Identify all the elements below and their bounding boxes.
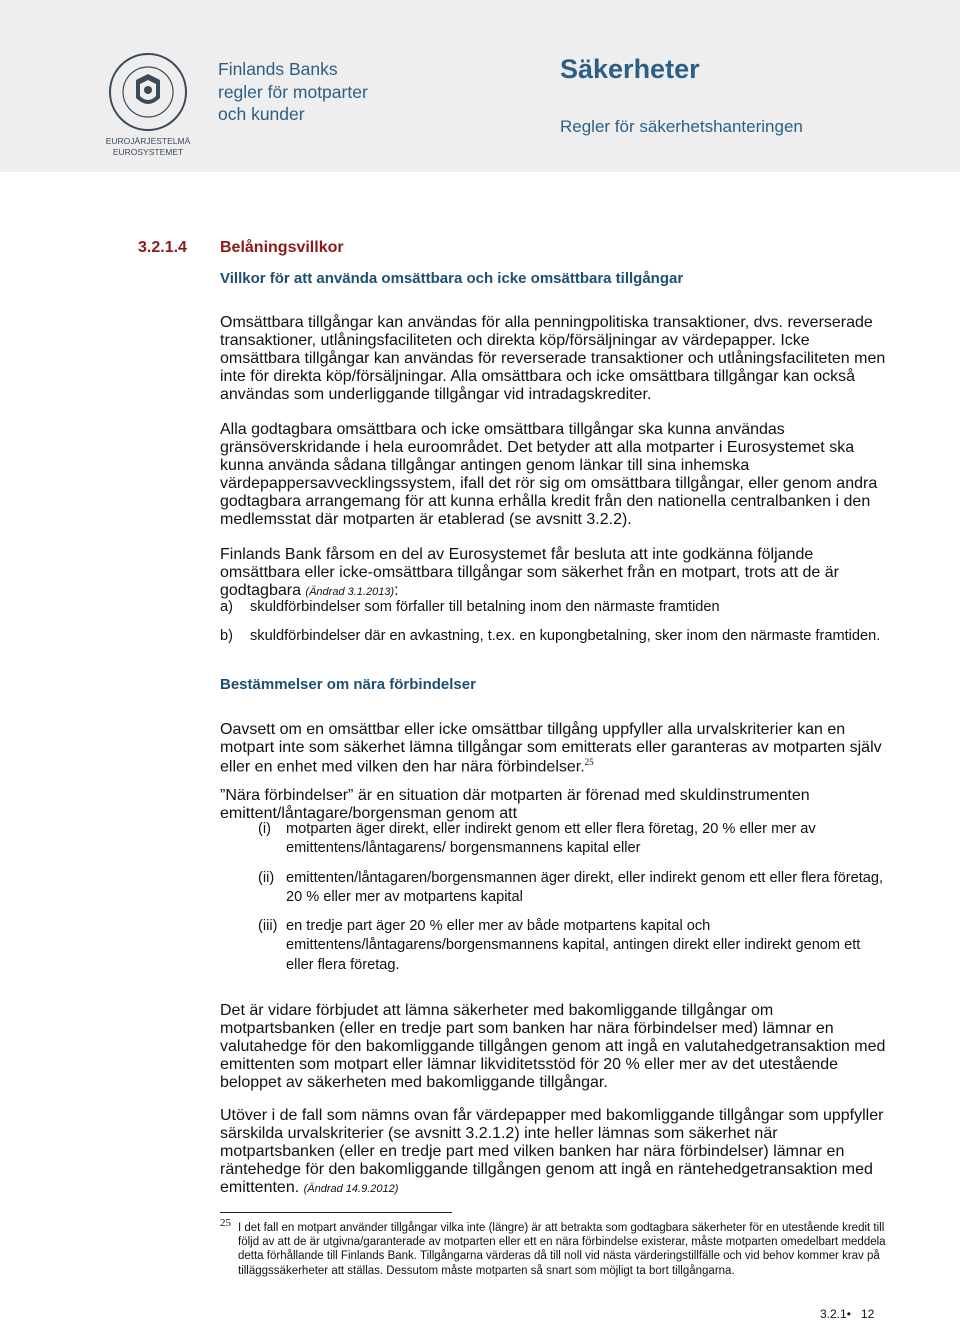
section-number: 3.2.1.4 <box>138 239 187 256</box>
paragraph-5: ”Nära förbindelser” är en situation där motparten är förenad med skuldinstrumenten emittent/låntagare/borgensman genom att <box>220 787 810 822</box>
page-header <box>0 0 960 172</box>
subheading-close-links: Bestämmelser om nära förbindelser <box>220 676 476 693</box>
paragraph-1: Omsättbara tillgångar kan användas för alla penningpolitiska transaktioner, dvs. reverserade transaktioner, utlåningsfaciliteten och direkta köp/försäljningar av värdepapper. Icke omsättbara tillgångar kan användas för reverserade transaktioner och utlåningsfaciliteten men inte för direkta köp/försäljningar. Alla omsättbara och icke omsättbara tillgångar kan också användas som underliggande tillgångar vid intradagskrediter. <box>220 314 886 403</box>
subheading-conditions: Villkor för att använda omsättbara och icke omsättbara tillgångar <box>220 270 684 287</box>
paragraph-2: Alla godtagbara omsättbara och icke omsättbara tillgångar ska kunna användas gränsöverskridande i hela euroområdet. Det betyder att alla motparter i Eurosystemet ska kunna använda sådana tillgångar antingen genom länkar till sina inhemska värdepappersavvecklingssystem, ifall det rör sig om omsättbara tillgångar, eller genom andra godtagbara arrangemang för att kunna erhålla kredit från den nationella centralbanken i den medlemsstat där motparten är etablerad (se avsnitt 3.2.2). <box>220 421 878 528</box>
paragraph-6: Det är vidare förbjudet att lämna säkerheter med bakomliggande tillgångar om motpartsbanken (eller en tredje part som banken har nära förbindelser med) lämnar en valutahedge för den bakomliggande tillgången genom att ingå en valutahedgetransaktion med emittenten som motpart eller lämnar likviditetsstöd för 20 % eller mer av det utestående beloppet av säkerheten med bakomliggande tillgångar. <box>220 1002 886 1091</box>
page-number: 3.2.1• 12 <box>820 1307 875 1321</box>
document-title: Säkerheter <box>560 54 700 84</box>
footnote-number: 25 <box>220 1217 231 1229</box>
paragraph-7: Utöver i de fall som nämns ovan får värdepapper med bakomliggande tillgångar som uppfyller särskilda urvalskriterier (se avsnitt 3.2.1.2) inte heller lämnas som säkerhet när motpartsbanken (eller en tredje part med vilken banken har nära förbindelser) lämnar en räntehedge för den bakomliggande tillgången genom att ingå en räntehedgetransaktion med emittenten. (Ändrad 14.9.2012) <box>220 1107 884 1196</box>
bank-seal-logo <box>100 50 196 165</box>
paragraph-3: Finlands Bank fårsom en del av Eurosystemet får besluta att inte godkänna följande omsättbara eller icke-omsättbara tillgångar som säkerhet från en motpart, trots att de är godtagbara (Ändrad 3.1.2013): <box>220 546 839 599</box>
paragraph-4: Oavsett om en omsättbar eller icke omsättbar tillgång uppfyller alla urvalskriterier kan en motpart inte som säkerhet lämna tillgångar som emitterats eller garanteras av motparten själv eller en enhet med vilken den har nära förbindelser.$^{25}$ <box>220 721 882 776</box>
amendment-note: (Ändrad 3.1.2013) <box>305 586 395 598</box>
document-subtitle: Regler för säkerhetshanteringen <box>560 117 803 136</box>
footnote-text: I det fall en motpart använder tillgångar vilka inte (längre) är att betrakta som godtagbara säkerheter för en utestående kredit till följd av att de är utgivna/garanterade av motparten eller ett en nära förbindelse existerar, måste motparten omedelbart meddela detta förhållande till Finlands Bank. Tillgångarna värderas då till noll vid nästa värderingstillfälle och vid behov kommer krav på tilläggssäkerheter att ställas. Dessutom måste motparten så snart som möjligt ta bort tillgångarna. <box>238 1222 886 1277</box>
footnote-reference[interactable]: 25 <box>584 757 594 767</box>
svg-text:EUROJÄRJESTELMÄ: EUROJÄRJESTELMÄ <box>105 136 191 146</box>
amendment-note-2: (Ändrad 14.9.2012) <box>303 1183 399 1195</box>
section-title: Belåningsvillkor <box>220 239 344 256</box>
org-name: Finlands Banks regler för motparter och kunder <box>218 59 368 124</box>
footnote-divider <box>220 1212 452 1213</box>
svg-text:EUROSYSTEMET: EUROSYSTEMET <box>112 147 184 157</box>
